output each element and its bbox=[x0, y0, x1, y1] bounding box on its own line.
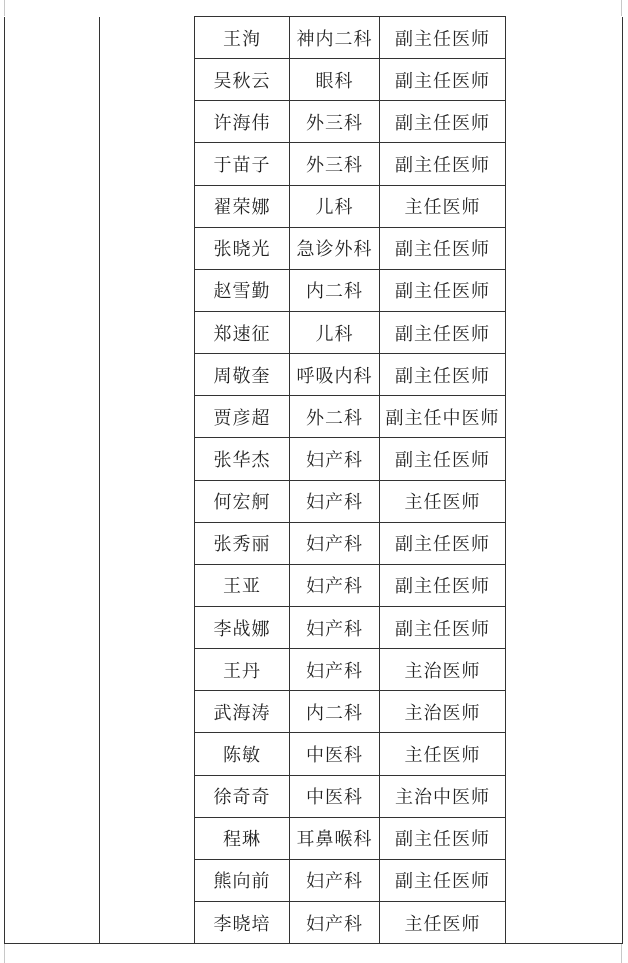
corner-mark bbox=[4, 0, 5, 16]
doctor-name-cell: 郑速征 bbox=[195, 311, 290, 353]
doctor-name-cell: 周敬奎 bbox=[195, 354, 290, 396]
department-cell: 耳鼻喉科 bbox=[290, 817, 380, 859]
doctor-name-cell: 王洵 bbox=[195, 17, 290, 59]
title-cell: 副主任医师 bbox=[380, 17, 506, 59]
doctor-name-cell: 徐奇奇 bbox=[195, 775, 290, 817]
title-cell: 副主任医师 bbox=[380, 817, 506, 859]
empty-merged-cell bbox=[506, 17, 623, 944]
department-cell: 中医科 bbox=[290, 775, 380, 817]
doctor-name-cell: 武海涛 bbox=[195, 691, 290, 733]
doctor-name-cell: 王丹 bbox=[195, 649, 290, 691]
title-cell: 副主任医师 bbox=[380, 354, 506, 396]
doctor-name-cell: 贾彦超 bbox=[195, 396, 290, 438]
department-cell: 儿科 bbox=[290, 185, 380, 227]
doctor-name-cell: 吴秋云 bbox=[195, 59, 290, 101]
empty-merged-cell bbox=[100, 17, 195, 944]
title-cell: 副主任医师 bbox=[380, 143, 506, 185]
department-cell: 外二科 bbox=[290, 396, 380, 438]
table-row bbox=[5, 17, 623, 59]
doctor-name-cell: 李战娜 bbox=[195, 606, 290, 648]
title-cell: 主任医师 bbox=[380, 733, 506, 775]
title-cell: 副主任医师 bbox=[380, 438, 506, 480]
title-cell: 副主任中医师 bbox=[380, 396, 506, 438]
title-cell: 副主任医师 bbox=[380, 606, 506, 648]
title-cell: 主治医师 bbox=[380, 691, 506, 733]
table-bottom-border bbox=[4, 943, 622, 944]
doctor-table bbox=[4, 16, 623, 944]
department-cell: 妇产科 bbox=[290, 606, 380, 648]
corner-mark bbox=[621, 944, 622, 963]
doctor-name-cell: 何宏舸 bbox=[195, 480, 290, 522]
title-cell: 副主任医师 bbox=[380, 522, 506, 564]
doctor-name-cell: 张秀丽 bbox=[195, 522, 290, 564]
department-cell: 中医科 bbox=[290, 733, 380, 775]
doctor-name-cell: 李晓培 bbox=[195, 901, 290, 943]
department-cell: 内二科 bbox=[290, 269, 380, 311]
doctor-table-body bbox=[5, 17, 623, 944]
doctor-name-cell: 王亚 bbox=[195, 564, 290, 606]
doctor-name-cell: 张华杰 bbox=[195, 438, 290, 480]
title-cell: 副主任医师 bbox=[380, 101, 506, 143]
title-cell: 副主任医师 bbox=[380, 59, 506, 101]
department-cell: 外三科 bbox=[290, 101, 380, 143]
department-cell: 妇产科 bbox=[290, 564, 380, 606]
title-cell: 副主任医师 bbox=[380, 269, 506, 311]
department-cell: 妇产科 bbox=[290, 859, 380, 901]
doctor-name-cell: 熊向前 bbox=[195, 859, 290, 901]
department-cell: 神内二科 bbox=[290, 17, 380, 59]
department-cell: 妇产科 bbox=[290, 522, 380, 564]
title-cell: 副主任医师 bbox=[380, 311, 506, 353]
doctor-name-cell: 于苗子 bbox=[195, 143, 290, 185]
department-cell: 内二科 bbox=[290, 691, 380, 733]
doctor-name-cell: 赵雪勤 bbox=[195, 269, 290, 311]
empty-merged-cell bbox=[5, 17, 100, 944]
department-cell: 急诊外科 bbox=[290, 227, 380, 269]
department-cell: 妇产科 bbox=[290, 649, 380, 691]
department-cell: 眼科 bbox=[290, 59, 380, 101]
title-cell: 副主任医师 bbox=[380, 859, 506, 901]
title-cell: 副主任医师 bbox=[380, 564, 506, 606]
department-cell: 妇产科 bbox=[290, 480, 380, 522]
department-cell: 妇产科 bbox=[290, 438, 380, 480]
department-cell: 儿科 bbox=[290, 311, 380, 353]
title-cell: 副主任医师 bbox=[380, 227, 506, 269]
title-cell: 主治医师 bbox=[380, 649, 506, 691]
title-cell: 主任医师 bbox=[380, 480, 506, 522]
doctor-name-cell: 许海伟 bbox=[195, 101, 290, 143]
doctor-name-cell: 程琳 bbox=[195, 817, 290, 859]
title-cell: 主任医师 bbox=[380, 185, 506, 227]
corner-mark bbox=[621, 0, 622, 16]
department-cell: 呼吸内科 bbox=[290, 354, 380, 396]
title-cell: 主任医师 bbox=[380, 901, 506, 943]
department-cell: 外三科 bbox=[290, 143, 380, 185]
doctor-name-cell: 陈敏 bbox=[195, 733, 290, 775]
title-cell: 主治中医师 bbox=[380, 775, 506, 817]
doctor-name-cell: 张晓光 bbox=[195, 227, 290, 269]
department-cell: 妇产科 bbox=[290, 901, 380, 943]
corner-mark bbox=[4, 944, 5, 963]
doctor-name-cell: 翟荣娜 bbox=[195, 185, 290, 227]
